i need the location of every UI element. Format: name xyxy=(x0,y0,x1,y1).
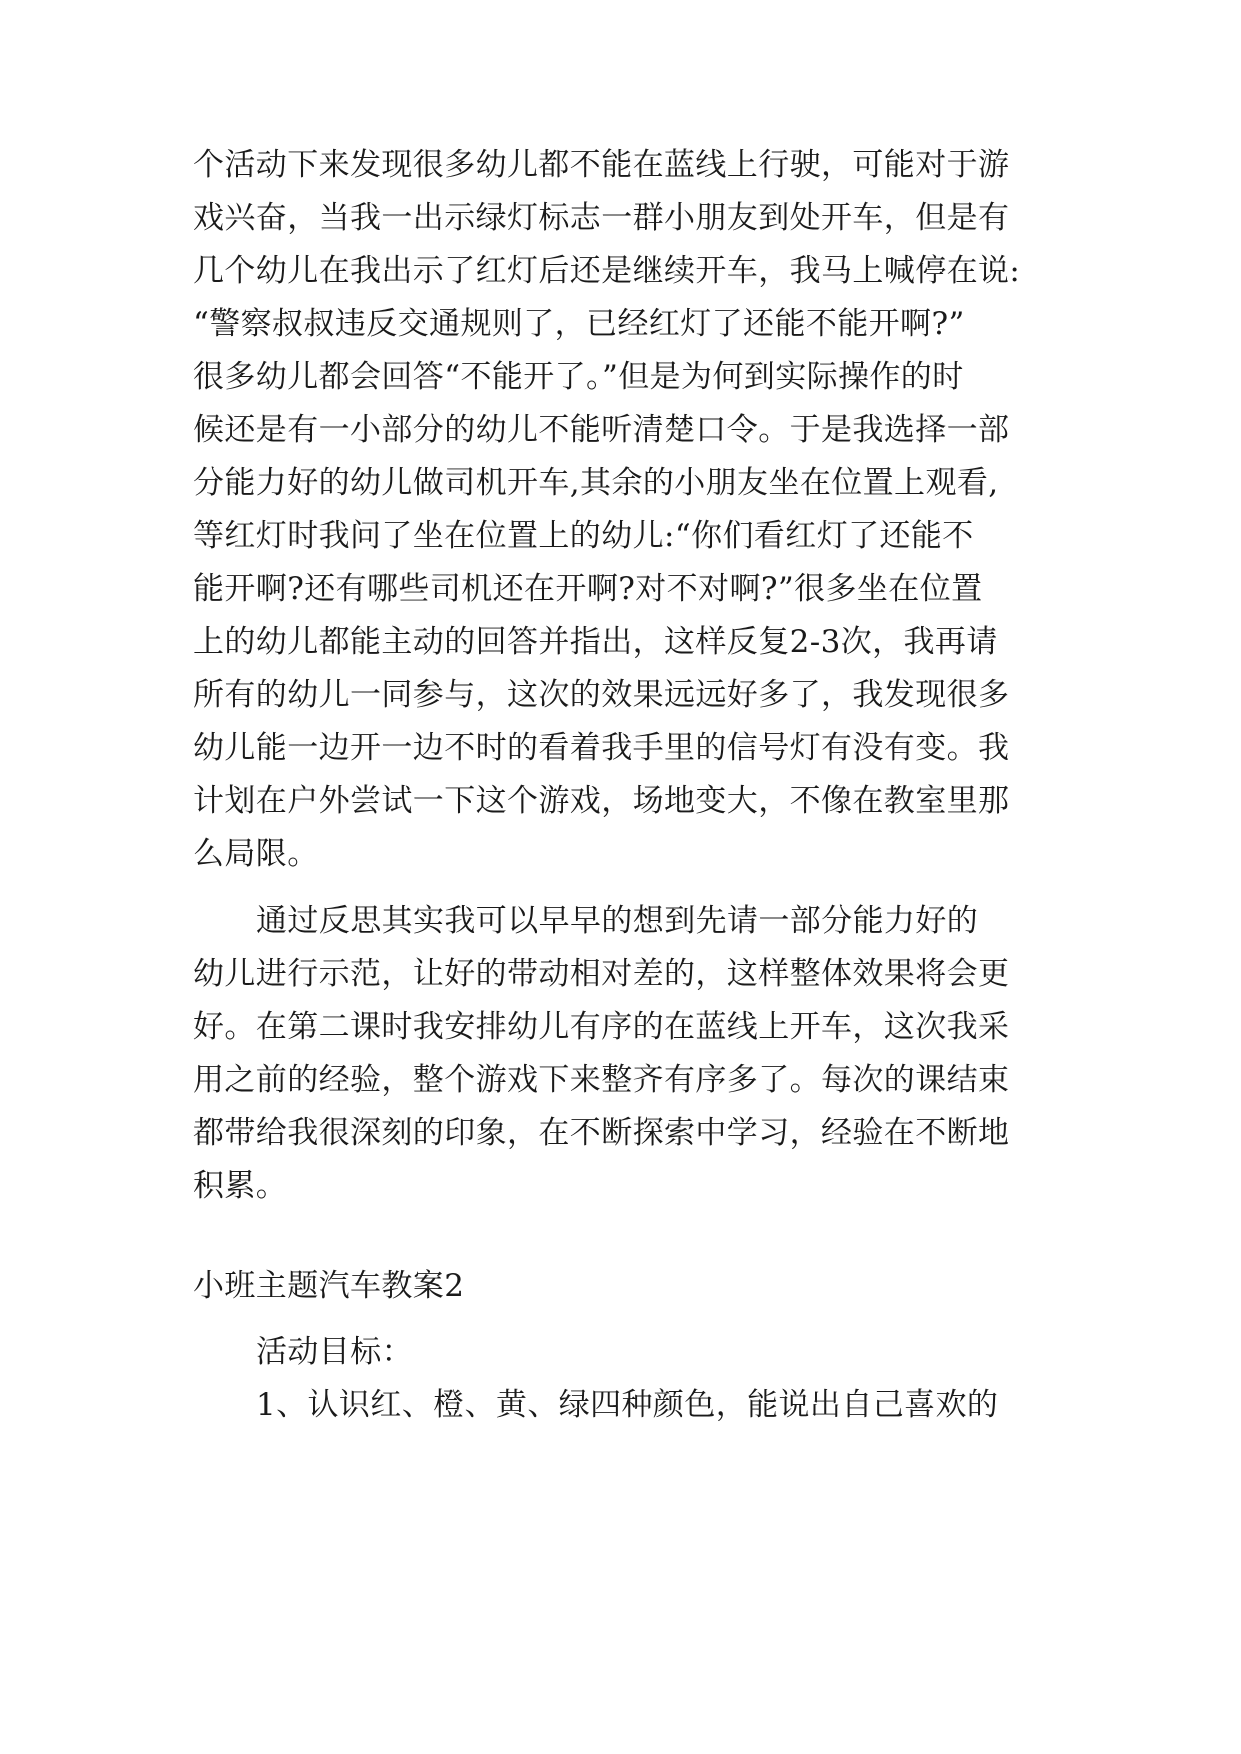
paragraph-1-line: 所有的幼儿一同参与，这次的效果远远好多了，我发现很多 xyxy=(193,677,1010,713)
paragraph-2-line: 幼儿进行示范，让好的带动相对差的，这样整体效果将会更 xyxy=(193,956,1010,992)
paragraph-1-line: 能开啊?还有哪些司机还在开啊?对不对啊?”很多坐在位置 xyxy=(193,571,983,607)
paragraph-1-line: 等红灯时我问了坐在位置上的幼儿:“你们看红灯了还能不 xyxy=(193,518,974,554)
objective-heading: 活动目标： xyxy=(256,1334,413,1370)
paragraph-1-line: 计划在户外尝试一下这个游戏，场地变大，不像在教室里那 xyxy=(193,783,1010,819)
paragraph-1-line: 幼儿能一边开一边不时的看着我手里的信号灯有没有变。我 xyxy=(193,730,1010,766)
paragraph-1-line: 候还是有一小部分的幼儿不能听清楚口令。于是我选择一部 xyxy=(193,412,1010,448)
paragraph-2-line: 用之前的经验，整个游戏下来整齐有序多了。每次的课结束 xyxy=(193,1062,1010,1098)
paragraph-1-line: 上的幼儿都能主动的回答并指出，这样反复2-3次，我再请 xyxy=(193,624,998,660)
paragraph-1-line: 个活动下来发现很多幼儿都不能在蓝线上行驶，可能对于游 xyxy=(193,147,1010,183)
paragraph-2-line: 积累。 xyxy=(193,1168,288,1204)
paragraph-1-line: 么局限。 xyxy=(193,836,319,872)
section-title: 小班主题汽车教案2 xyxy=(193,1268,465,1304)
paragraph-1-line: 几个幼儿在我出示了红灯后还是继续开车，我马上喊停在说: xyxy=(193,253,1021,289)
paragraph-1-line: 很多幼儿都会回答“不能开了。”但是为何到实际操作的时 xyxy=(193,359,964,395)
paragraph-1-line: “警察叔叔违反交通规则了，已经红灯了还能不能开啊?” xyxy=(193,306,965,342)
paragraph-1-line: 戏兴奋，当我一出示绿灯标志一群小朋友到处开车，但是有 xyxy=(193,200,1010,236)
paragraph-2-line: 通过反思其实我可以早早的想到先请一部分能力好的 xyxy=(256,903,979,939)
paragraph-1-line: 分能力好的幼儿做司机开车,其余的小朋友坐在位置上观看, xyxy=(193,465,999,501)
paragraph-2-line: 都带给我很深刻的印象，在不断探索中学习，经验在不断地 xyxy=(193,1115,1010,1151)
objective-item: 1、认识红、橙、黄、绿四种颜色，能说出自己喜欢的 xyxy=(256,1387,999,1423)
paragraph-2-line: 好。在第二课时我安排幼儿有序的在蓝线上开车，这次我采 xyxy=(193,1009,1010,1045)
